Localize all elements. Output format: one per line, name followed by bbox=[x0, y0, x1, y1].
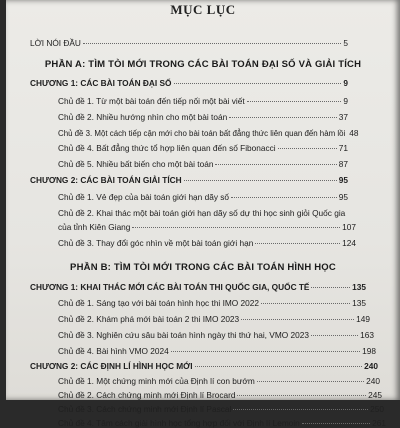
toc-page-number: 124 bbox=[342, 238, 356, 248]
dot-leader bbox=[229, 117, 337, 118]
toc-entry bbox=[58, 418, 386, 428]
toc-entry-text: Chủ đề 1. Vẻ đẹp của bài toán giới hạn dãy số bbox=[58, 192, 230, 202]
toc-page-number: 198 bbox=[362, 346, 376, 356]
dot-leader bbox=[257, 381, 364, 382]
dot-leader bbox=[231, 197, 337, 198]
dot-leader bbox=[171, 351, 360, 352]
toc-entry bbox=[58, 298, 366, 308]
toc-page-number: 48 bbox=[349, 128, 359, 138]
toc-entry bbox=[58, 222, 356, 232]
toc-page-number: 5 bbox=[343, 38, 348, 48]
chapter-heading bbox=[30, 361, 378, 371]
dot-leader bbox=[241, 319, 354, 320]
toc-entry bbox=[58, 159, 348, 169]
toc-entry-text: LỜI NÓI ĐẦU bbox=[30, 38, 81, 48]
dot-leader bbox=[233, 409, 368, 410]
toc-page-number: 135 bbox=[352, 282, 366, 292]
dot-leader bbox=[278, 148, 337, 149]
toc-entry-text: Chủ đề 4. Bất đẳng thức tổ hợp liên quan đến số Fibonacci bbox=[58, 143, 276, 153]
chapter-title: CHƯƠNG 2: CÁC ĐỊNH LÍ HÌNH HỌC MỚI bbox=[30, 361, 193, 371]
toc-entry-text: Chủ đề 5. Nhiều bất biến cho một bài toán bbox=[58, 159, 214, 169]
dot-leader bbox=[311, 335, 358, 336]
chapter-title: CHƯƠNG 1: CÁC BÀI TOÁN ĐẠI SỐ bbox=[30, 78, 172, 88]
toc-entry-text: Chủ đề 4. Tâm cách giải hình học tổng hợp đối với Định lí Lemoin bbox=[58, 418, 300, 428]
toc-entry bbox=[58, 390, 382, 400]
toc-entry bbox=[58, 376, 380, 386]
toc-page-number: 71 bbox=[338, 143, 348, 153]
dot-leader bbox=[195, 366, 363, 367]
toc-entry-text: Chủ đề 4. Bài hình VMO 2024 bbox=[58, 346, 169, 356]
toc-page-number: 95 bbox=[338, 175, 348, 185]
toc-page-number: 95 bbox=[338, 192, 348, 202]
toc-entry bbox=[58, 238, 356, 248]
toc-entry-text: Chủ đề 3. Nghiên cứu sâu bài toán hình ngày thi thứ hai, VMO 2023 bbox=[58, 330, 309, 340]
dot-leader bbox=[247, 101, 342, 102]
toc-entry-continuation: của tỉnh Kiên Giang bbox=[58, 222, 131, 232]
toc-entry-text: Chủ đề 2. Cách chứng minh mới Định lí Brocard bbox=[58, 390, 236, 400]
dot-leader bbox=[184, 180, 337, 181]
document-page bbox=[6, 0, 400, 428]
toc-entry bbox=[58, 96, 348, 106]
toc-entry-preface bbox=[30, 38, 348, 48]
toc-page-number: 37 bbox=[338, 112, 348, 122]
toc-page-number: 240 bbox=[364, 361, 378, 371]
toc-page-number: 9 bbox=[343, 96, 348, 106]
toc-entry bbox=[58, 128, 359, 138]
toc-page-number: 135 bbox=[352, 298, 366, 308]
chapter-title: CHƯƠNG 1: KHAI THÁC MỚI CÁC BÀI TOÁN THI QUỐC GIA, QUỐC TẾ bbox=[30, 282, 310, 292]
toc-page-number: 107 bbox=[342, 222, 356, 232]
toc-entry-text: Chủ đề 2. Khám phá mới bài toán 2 thi IMO 2023 bbox=[58, 314, 240, 324]
toc-entry-text: Chủ đề 3. Cách chứng minh mới Định lí Pascal bbox=[58, 404, 232, 414]
chapter-heading bbox=[30, 282, 366, 292]
page-title: MỤC LỤC bbox=[170, 2, 236, 17]
dot-leader bbox=[237, 395, 366, 396]
toc-entry bbox=[58, 192, 348, 202]
dot-leader bbox=[215, 164, 336, 165]
toc-entry-text: Chủ đề 1. Một chứng minh mới của Định lí con bướm bbox=[58, 376, 255, 386]
dot-leader bbox=[302, 423, 370, 424]
toc-page-number: 149 bbox=[356, 314, 370, 324]
toc-entry bbox=[58, 404, 384, 414]
toc-entry-text: Chủ đề 1. Từ một bài toán đến tiếp nối một bài viết bbox=[58, 96, 245, 106]
toc-entry-text: Chủ đề 2. Khai thác một bài toán giới hạn dãy số dự thi học sinh giỏi Quốc gia bbox=[58, 208, 346, 218]
toc-page-number: 9 bbox=[343, 78, 348, 88]
toc-entry bbox=[58, 346, 376, 356]
dot-leader bbox=[174, 83, 342, 84]
part-a-heading: PHẦN A: TÌM TÒI MỚI TRONG CÁC BÀI TOÁN ĐẠI SỐ VÀ GIẢI TÍCH bbox=[44, 59, 362, 70]
toc-page-number: 250 bbox=[370, 404, 384, 414]
toc-entry bbox=[58, 112, 348, 122]
dot-leader bbox=[261, 303, 350, 304]
toc-page-number: 245 bbox=[368, 390, 382, 400]
toc-entry bbox=[58, 143, 348, 153]
toc-entry bbox=[58, 314, 370, 324]
dot-leader bbox=[132, 227, 340, 228]
toc-page-number: 163 bbox=[360, 330, 374, 340]
toc-page-number: 261 bbox=[372, 418, 386, 428]
toc-entry bbox=[58, 330, 374, 340]
chapter-heading bbox=[30, 78, 348, 88]
chapter-title: CHƯƠNG 2: CÁC BÀI TOÁN GIẢI TÍCH bbox=[30, 175, 182, 185]
toc-entry-text: Chủ đề 3. Thay đổi góc nhìn về một bài toán giới hạn bbox=[58, 238, 254, 248]
toc-page-number: 87 bbox=[338, 159, 348, 169]
toc-entry-text: Chủ đề 1. Sáng tạo với bài toán hình học thi IMO 2022 bbox=[58, 298, 260, 308]
dot-leader bbox=[311, 287, 350, 288]
toc-entry-text: Chủ đề 3. Một cách tiếp cận mới cho bài toán bất đẳng thức liên quan đến hàm lồi bbox=[58, 129, 346, 138]
chapter-heading bbox=[30, 175, 348, 185]
dot-leader bbox=[83, 43, 341, 44]
toc-entry-text: Chủ đề 2. Nhiều hướng nhìn cho một bài toán bbox=[58, 112, 228, 122]
part-b-heading: PHẦN B: TÌM TÒI MỚI TRONG CÁC BÀI TOÁN HÌNH HỌC bbox=[70, 262, 336, 273]
toc-page-number: 240 bbox=[366, 376, 380, 386]
dot-leader bbox=[255, 243, 340, 244]
